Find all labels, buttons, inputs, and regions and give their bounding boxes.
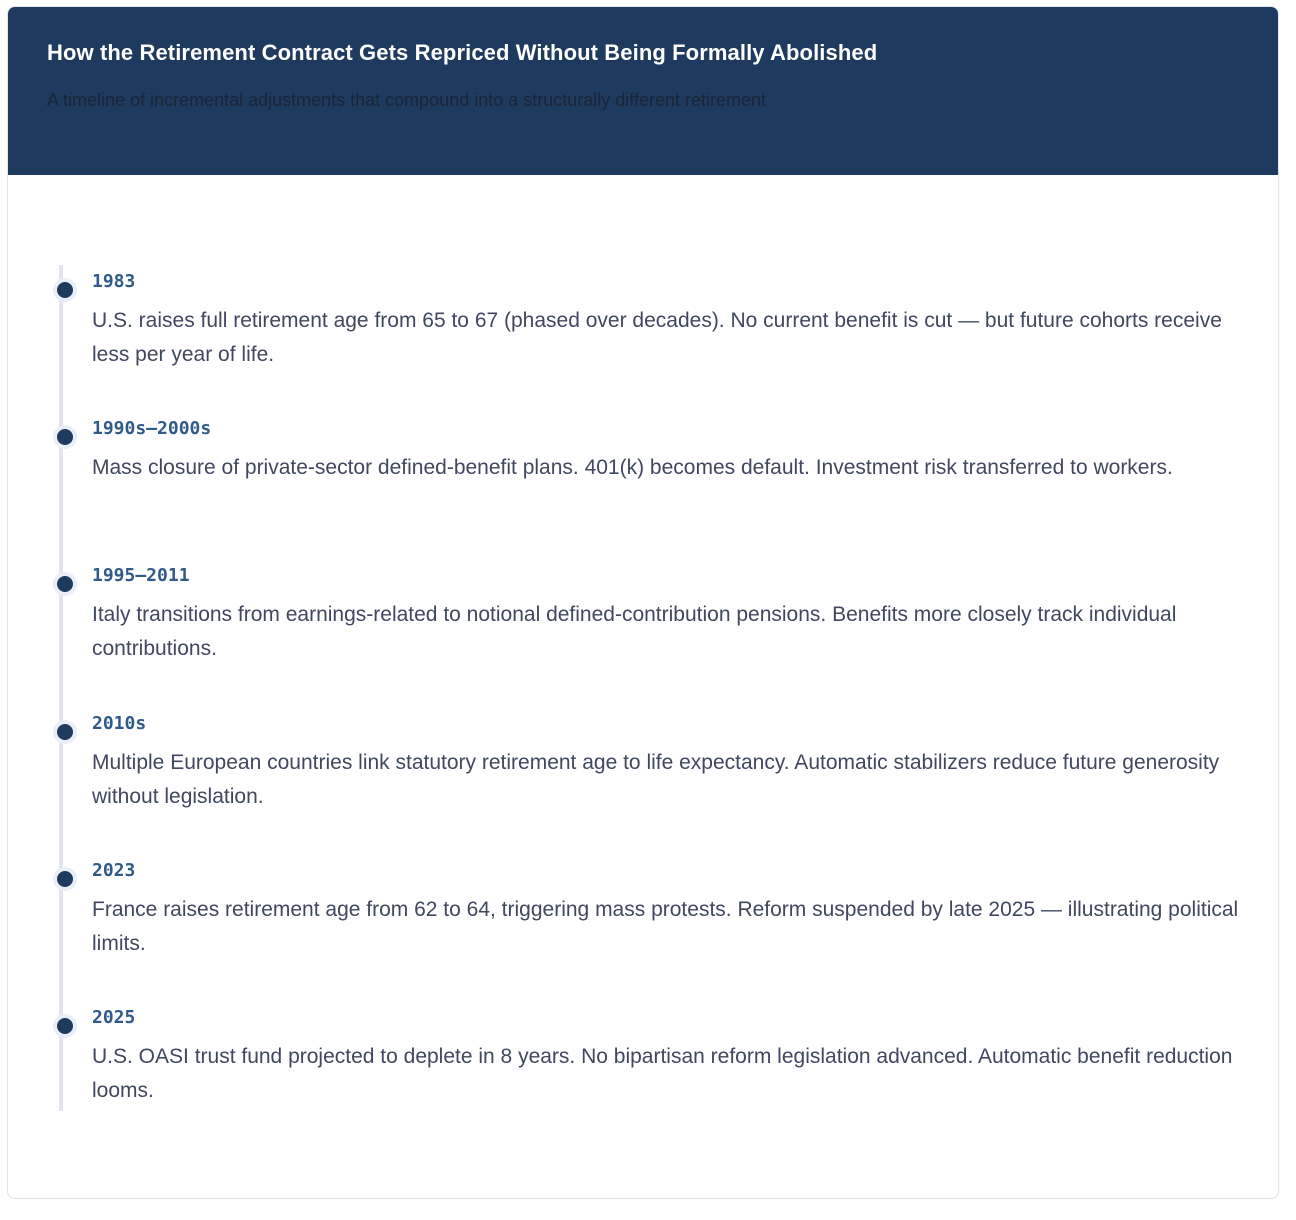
event-year: 1983	[92, 271, 136, 292]
event-year: 1990s–2000s	[92, 418, 212, 439]
event-description: Mass closure of private-sector defined-benefit plans. 401(k) becomes default. Investment risk transferred to workers.	[92, 456, 1173, 479]
timeline-dot-icon	[53, 867, 77, 891]
event-description: Multiple European countries link statutory retirement age to life expectancy. Automatic stabilizers reduce future generosity without legislation.	[92, 751, 1220, 808]
event-year: 2023	[92, 860, 136, 881]
timeline-dot-icon	[53, 278, 77, 302]
page-title: How the Retirement Contract Gets Repriced Without Being Formally Abolished	[47, 40, 878, 65]
timeline-rail	[59, 265, 63, 1111]
timeline-dot-icon	[53, 425, 77, 449]
event-year: 1995–2011	[92, 565, 190, 586]
timeline	[8, 7, 1278, 1198]
event-description: Italy transitions from earnings-related to notional defined-contribution pensions. Benefits more closely track individual contributions.	[92, 603, 1177, 660]
event-description: U.S. raises full retirement age from 65 to 67 (phased over decades). No current benefit is cut — but future cohorts receive less per year of life.	[92, 309, 1222, 366]
timeline-dot-icon	[53, 572, 77, 596]
event-description: France raises retirement age from 62 to 64, triggering mass protests. Reform suspended by late 2025 — illustrating political limits.	[92, 898, 1239, 955]
timeline-dot-icon	[53, 1014, 77, 1038]
page-subtitle: A timeline of incremental adjustments that compound into a structurally different retirement	[47, 90, 767, 110]
event-year: 2010s	[92, 713, 147, 734]
timeline-card	[7, 6, 1279, 1199]
event-year: 2025	[92, 1007, 136, 1028]
event-description: U.S. OASI trust fund projected to deplete in 8 years. No bipartisan reform legislation advanced. Automatic benefit reduction looms.	[92, 1045, 1233, 1102]
timeline-dot-icon	[53, 720, 77, 744]
